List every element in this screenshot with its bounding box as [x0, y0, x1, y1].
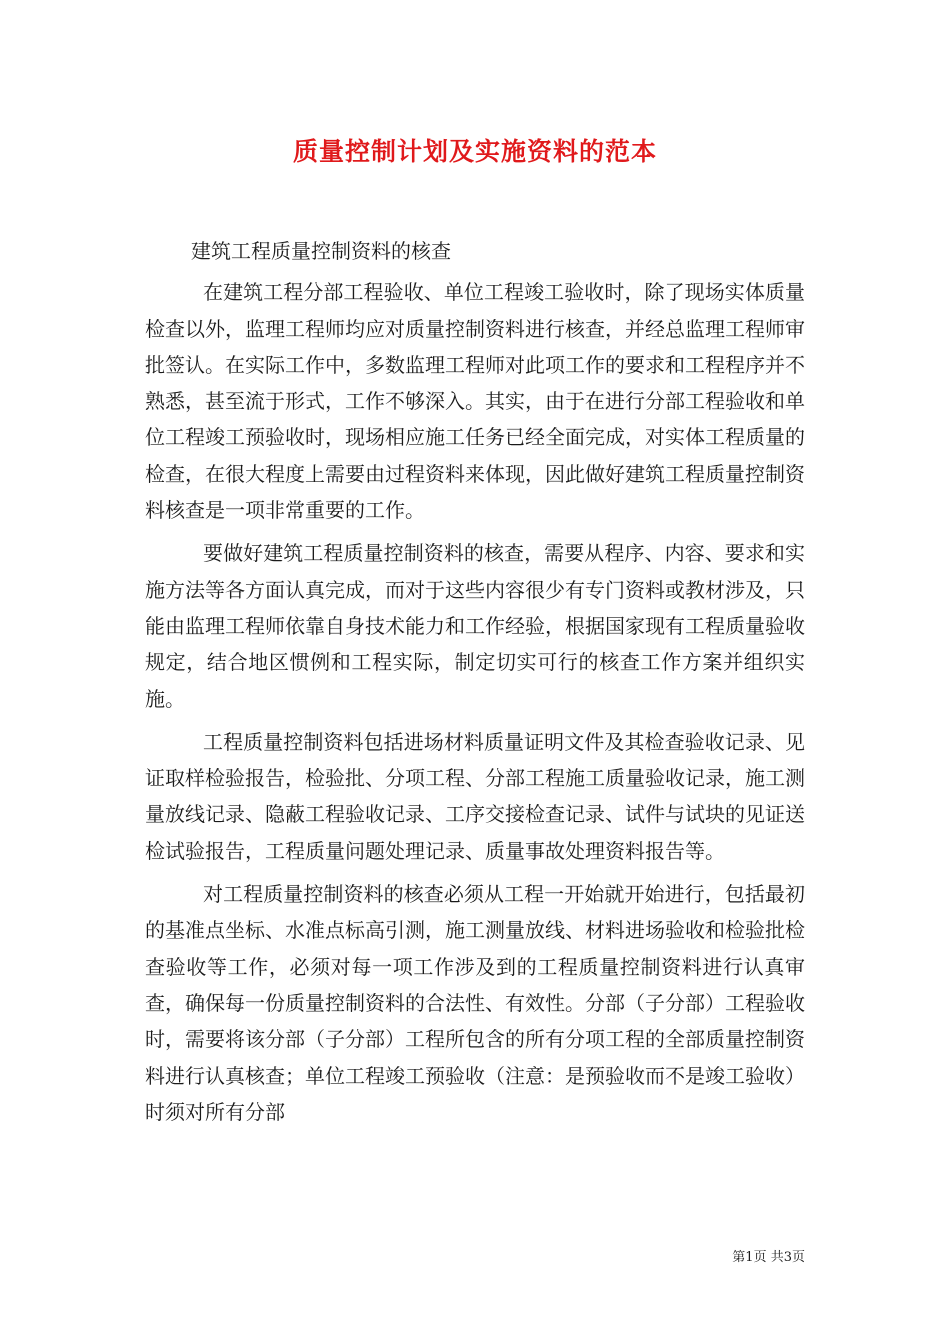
paragraph-3: 工程质量控制资料包括进场材料质量证明文件及其检查验收记录、见证取样检验报告，检验批、分项工程、分部工程施工质量验收记录，施工测量放线记录、隐蔽工程验收记录、工序交接检查记录、试件与试块的见证送检试验报告，工程质量问题处理记录、质量事故处理资料报告等。: [145, 729, 805, 863]
page-total: 3: [783, 1250, 792, 1265]
paragraph-4: 对工程质量控制资料的核查必须从工程一开始就开始进行，包括最初的基准点坐标、水准点标高引测，施工测量放线、材料进场验收和检验批检查验收等工作，必须对每一项工作涉及到的工程质量控制资料进行认真审查，确保每一份质量控制资料的合法性、有效性。分部（子分部）工程验收时，需要将该分部（子分部）工程所包含的所有分项工程的全部质量控制资料进行认真核查；单位工程竣工预验收（注意：是预验收而不是竣工验收）时须对所有分部: [145, 882, 805, 1124]
document-title: 质量控制计划及实施资料的范本: [292, 137, 657, 166]
paragraph-1: 在建筑工程分部工程验收、单位工程竣工验收时，除了现场实体质量检查以外，监理工程师均应对质量控制资料进行核查，并经总监理工程师审批签认。在实际工作中，多数监理工程师对此项工作的要求和工程程序并不熟悉，甚至流于形式，工作不够深入。其实，由于在进行分部工程验收和单位工程竣工预验收时，现场相应施工任务已经全面完成，对实体工程质量的检查，在很大程度上需要由过程资料来体现，因此做好建筑工程质量控制资料核查是一项非常重要的工作。: [145, 280, 805, 523]
page-suffix: 页: [791, 1250, 805, 1265]
section-heading: 建筑工程质量控制资料的核查: [191, 239, 451, 263]
page-current: 1: [745, 1250, 754, 1265]
page-mid: 页 共: [753, 1250, 784, 1265]
page-prefix: 第: [732, 1250, 746, 1265]
page-number-footer: [732, 1246, 805, 1265]
paragraph-2: 要做好建筑工程质量控制资料的核查，需要从程序、内容、要求和实施方法等各方面认真完成，而对于这些内容很少有专门资料或教材涉及，只能由监理工程师依靠自身技术能力和工作经验，根据国家现有工程质量验收规定，结合地区惯例和工程实际，制定切实可行的核查工作方案并组织实施。: [145, 541, 805, 711]
document-body: [145, 233, 805, 1137]
